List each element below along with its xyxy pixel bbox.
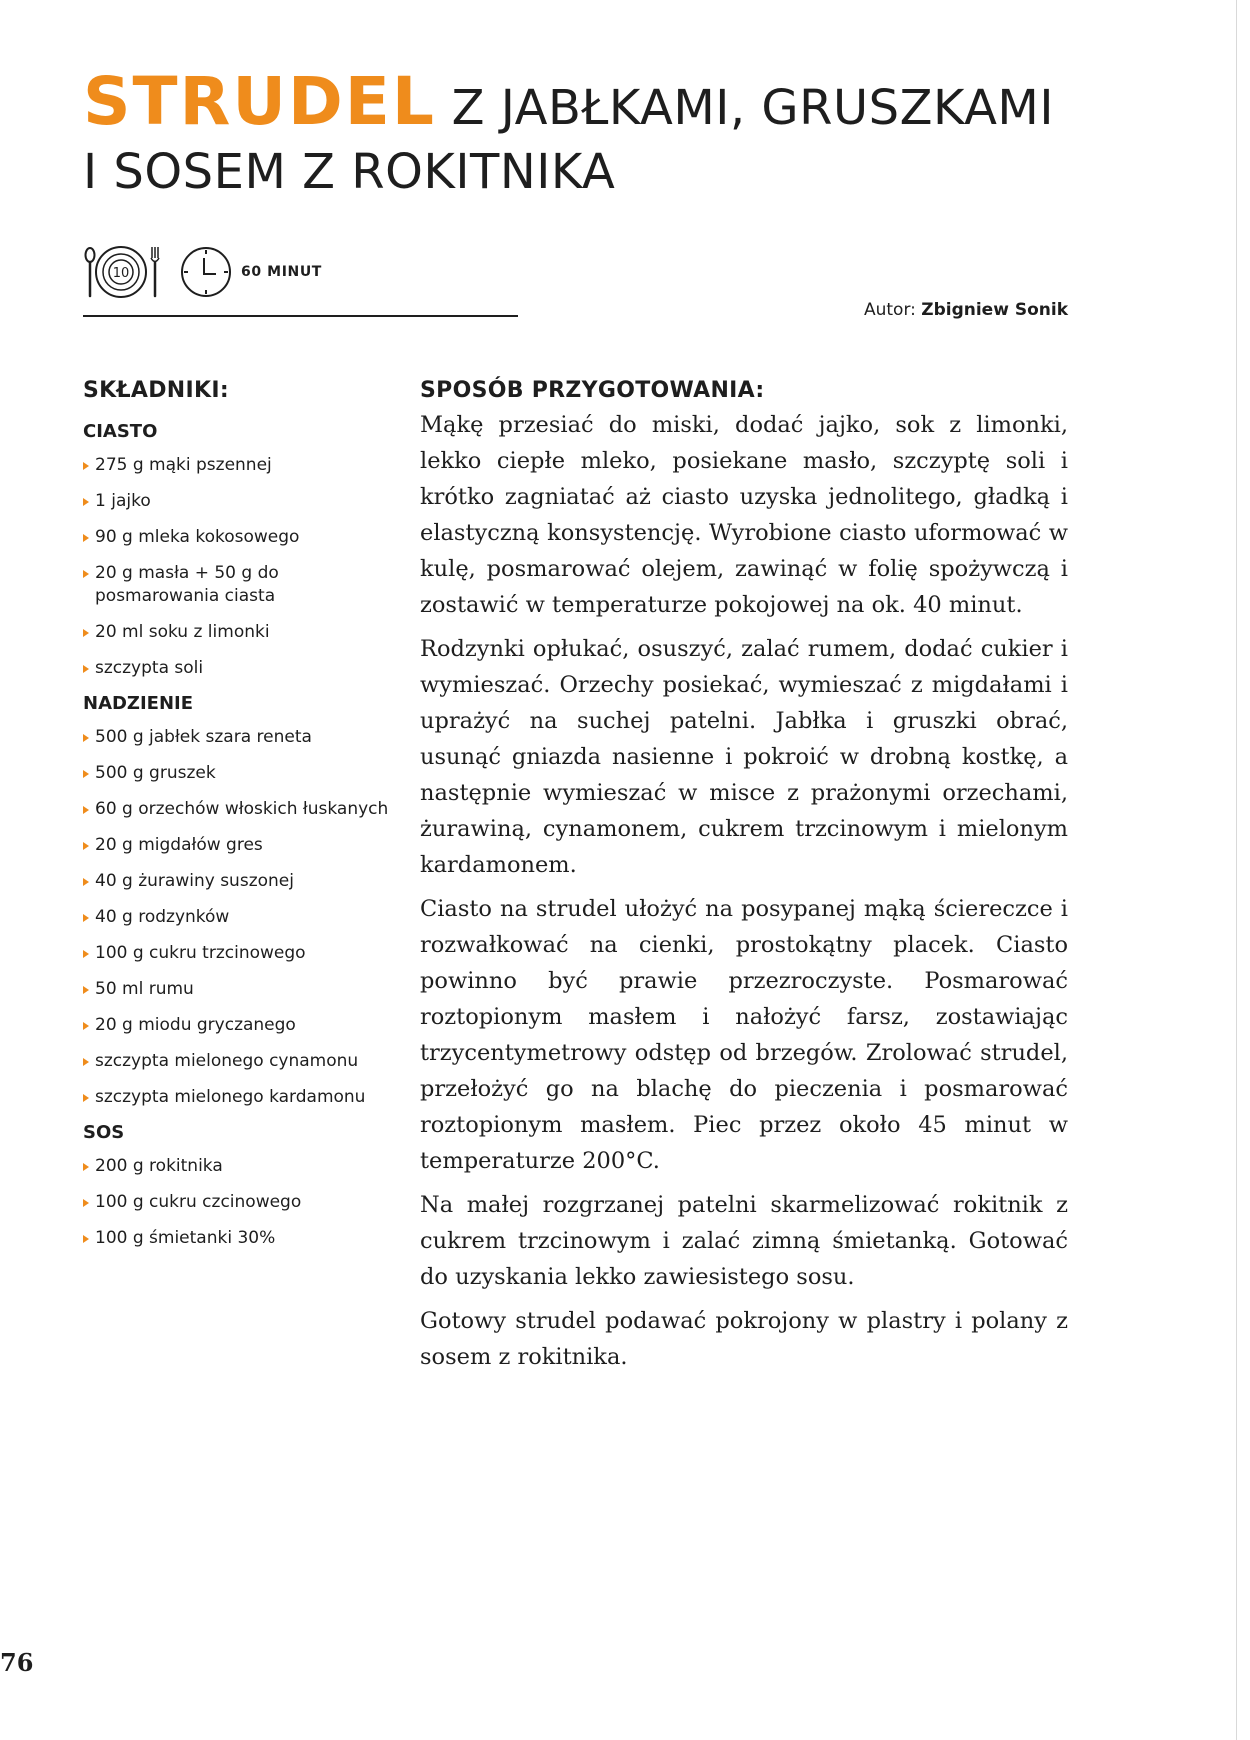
bullet-icon (83, 914, 89, 922)
method-paragraph: Gotowy strudel podawać pokrojony w plastry i polany z sosem z rokitnika. (420, 1308, 1068, 1370)
ingredient-item: 20 g masła + 50 g do posmarowania ciasta (83, 562, 403, 608)
bullet-icon (83, 1058, 89, 1066)
bullet-icon (83, 1022, 89, 1030)
page-number: 76 (0, 1648, 34, 1677)
ingredient-item: 100 g śmietanki 30% (83, 1227, 403, 1250)
bullet-icon (83, 665, 89, 673)
ingredient-item: 60 g orzechów włoskich łuskanych (83, 798, 403, 821)
bullet-icon (83, 1163, 89, 1171)
bullet-icon (83, 1094, 89, 1102)
method-paragraph: Ciasto na strudel ułożyć na posypanej mąką ściereczce i rozwałkować na cienki, prostokątny placek. Ciasto powinno być prawie przezroczyste. Posmarować roztopionym masłem i nałożyć farsz, zostawiając trzycentymetrowy odstęp od brzegów. Zrolować strudel, przełożyć go na blachę do pieczenia i posmarować roztopionym masłem. Piec przez około 45 minut w temperaturze 200°C. (420, 896, 1068, 1174)
ingredient-group-heading: NADZIENIE (83, 693, 194, 714)
servings-number: 10 (112, 266, 130, 281)
header-divider (83, 315, 518, 317)
ingredient-item: szczypta soli (83, 657, 403, 680)
bullet-icon (83, 1199, 89, 1207)
ingredient-item: 200 g rokitnika (83, 1155, 403, 1178)
method-heading: SPOSÓB PRZYGOTOWANIA: (420, 378, 765, 403)
bullet-icon (83, 842, 89, 850)
bullet-icon (83, 734, 89, 742)
bullet-icon (83, 462, 89, 470)
method-paragraph: Na małej rozgrzanej patelni skarmelizować rokitnik z cukrem trzcinowym i zalać zimną śmietanką. Gotować do uzyskania lekko zawiesistego sosu. (420, 1192, 1068, 1290)
bullet-icon (83, 770, 89, 778)
ingredient-item: 500 g jabłek szara reneta (83, 726, 403, 749)
ingredient-item: szczypta mielonego kardamonu (83, 1086, 403, 1109)
ingredient-group-heading: SOS (83, 1122, 125, 1143)
ingredient-item: 20 g miodu gryczanego (83, 1014, 403, 1037)
ingredient-item: 90 g mleka kokosowego (83, 526, 403, 549)
bullet-icon (83, 950, 89, 958)
bullet-icon (83, 878, 89, 886)
ingredient-item: 1 jajko (83, 490, 403, 513)
ingredient-item: 50 ml rumu (83, 978, 403, 1001)
title-line-1: Z JABŁKAMI, GRUSZKAMI (435, 80, 1054, 136)
ingredient-item: 40 g żurawiny suszonej (83, 870, 403, 893)
ingredient-list-nadzienie (83, 726, 403, 1109)
bullet-icon (83, 570, 89, 578)
ingredient-group-heading: CIASTO (83, 421, 158, 442)
bullet-icon (83, 629, 89, 637)
ingredient-item: 20 ml soku z limonki (83, 621, 403, 644)
ingredient-item: 100 g cukru trzcinowego (83, 942, 403, 965)
bullet-icon (83, 534, 89, 542)
ingredient-item: 500 g gruszek (83, 762, 403, 785)
ingredients-section (83, 378, 403, 1263)
title-line-2: I SOSEM Z ROKITNIKA (83, 144, 616, 200)
bullet-icon (83, 498, 89, 506)
time-label: 60 MINUT (241, 264, 322, 280)
bullet-icon (83, 1235, 89, 1243)
author-name: Zbigniew Sonik (921, 300, 1068, 320)
method-paragraph: Mąkę przesiać do miski, dodać jajko, sok z limonki, lekko ciepłe mleko, posiekane masło, szczyptę soli i krótko zagniatać aż ciasto uzyska jednolitego, gładką i elastyczną konsystencję. Wyrobione ciasto uformować w kulę, posmarować olejem, zawinąć w folię spożywczą i zostawić w temperaturze pokojowej na ok. 40 minut. (420, 412, 1068, 618)
bullet-icon (83, 806, 89, 814)
clock-icon (179, 245, 233, 299)
ingredient-item: 275 g mąki pszennej (83, 454, 403, 477)
ingredient-item: 40 g rodzynków (83, 906, 403, 929)
ingredient-list-sos (83, 1155, 403, 1250)
bullet-icon (83, 986, 89, 994)
title-accent: STRUDEL (83, 63, 436, 140)
ingredient-item: 20 g migdałów gres (83, 834, 403, 857)
page-edge-line (1236, 0, 1237, 1740)
recipe-meta (83, 244, 322, 300)
recipe-title (83, 63, 1083, 204)
plate-cutlery-icon (83, 244, 163, 300)
ingredient-item: 100 g cukru czcinowego (83, 1191, 403, 1214)
author-line (864, 300, 1068, 320)
ingredient-list-ciasto (83, 454, 403, 680)
ingredients-heading: SKŁADNIKI: (83, 378, 229, 403)
method-paragraph: Rodzynki opłukać, osuszyć, zalać rumem, dodać cukier i wymieszać. Orzechy posiekać, wymieszać z migdałami i uprażyć na suchej patelni. Jabłka i gruszki obrać, usunąć gniazda nasienne i pokroić w drobną kostkę, a następnie wymieszać w misce z prażonymi orzechami, żurawiną, cynamonem, cukrem trzcinowym i mielonym kardamonem. (420, 636, 1068, 878)
ingredient-item: szczypta mielonego cynamonu (83, 1050, 403, 1073)
method-section (420, 378, 1068, 1383)
author-label: Autor: (863, 300, 922, 320)
